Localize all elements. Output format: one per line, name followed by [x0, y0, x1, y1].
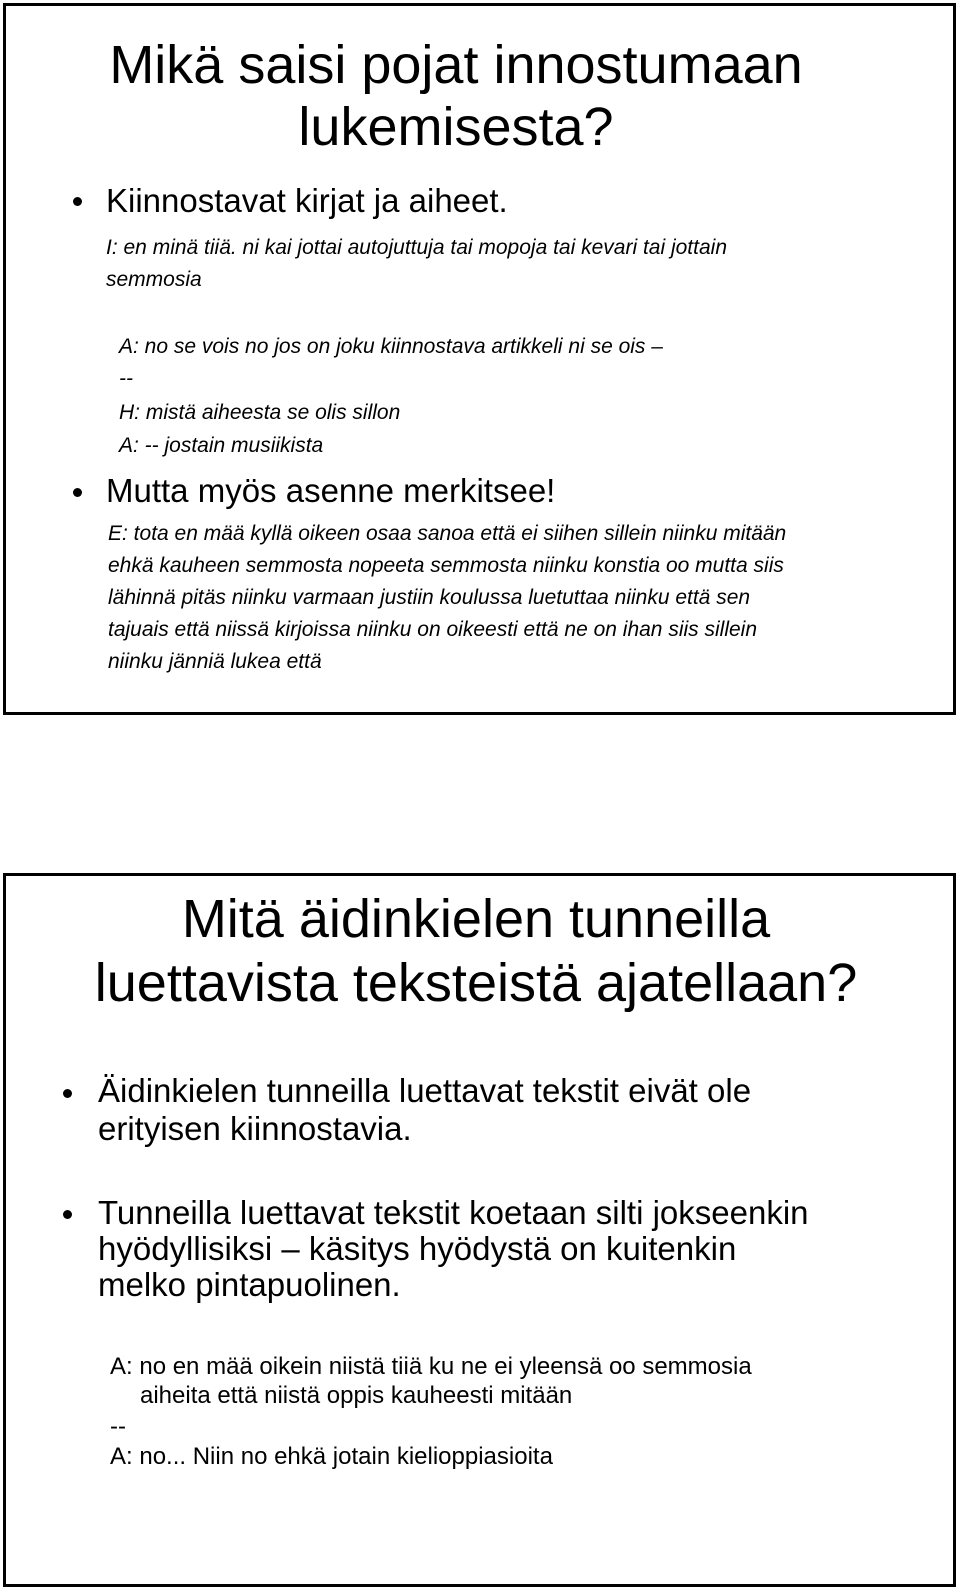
quote-i-line-2: semmosia — [106, 268, 202, 291]
slide-1-title-line-2: lukemisesta? — [298, 97, 614, 157]
slide-2-title-line-2: luettavista teksteistä ajatellaan? — [94, 953, 858, 1013]
quote-a2-line-4: A: no... Niin no ehkä jotain kielioppiasioita — [110, 1443, 553, 1470]
slide-2-bullet-2-line-3: melko pintapuolinen. — [98, 1266, 401, 1303]
quote-e-line-3: lähinnä pitäs niinku varmaan justiin koulussa luetuttaa niinku että sen — [108, 586, 751, 609]
slide-2-bullet-2-line-2: hyödyllisiksi – käsitys hyödystä on kuitenkin — [98, 1230, 737, 1267]
quote-a2-line-2: aiheita että niistä oppis kauheesti mitään — [140, 1382, 573, 1409]
slide-2 — [3, 873, 956, 1587]
slide-1 — [3, 3, 956, 715]
quote-a2-line-3: -- — [110, 1413, 126, 1440]
quote-i-line-1: I: en minä tiiä. ni kai jottai autojuttuja tai mopoja tai kevari tai jottain — [106, 236, 727, 259]
bullet-dot — [73, 197, 82, 206]
quote-e-line-1: E: tota en mää kyllä oikeen osaa sanoa että ei siihen sillein niinku mitään — [108, 522, 787, 545]
quote-e-line-2: ehkä kauheen semmosta nopeeta semmosta niinku konstia oo mutta siis — [108, 554, 784, 577]
slide-1-bullet-interesting-books: Kiinnostavat kirjat ja aiheet. — [106, 182, 508, 219]
bullet-dot — [63, 1210, 72, 1219]
quote-e-line-4: tajuais että niissä kirjoissa niinku on oikeesti että ne on ihan siis sillein — [108, 618, 758, 641]
slide-1-title-line-1: Mikä saisi pojat innostumaan — [109, 35, 803, 95]
quote-h-line: H: mistä aiheesta se olis sillon — [119, 401, 401, 424]
quote-a-music-line: A: -- jostain musiikista — [119, 434, 324, 457]
slide-2-bullet-1-line-1: Äidinkielen tunneilla luettavat tekstit eivät ole — [98, 1072, 752, 1109]
slide-1-bullet-attitude: Mutta myös asenne merkitsee! — [106, 472, 556, 509]
slide-2-bullet-1-line-2: erityisen kiinnostavia. — [98, 1110, 412, 1147]
quote-a-line-1: A: no se vois no jos on joku kiinnostava artikkeli ni se ois – — [119, 335, 663, 358]
quote-a2-line-1: A: no en mää oikein niistä tiiä ku ne ei yleensä oo semmosia — [110, 1353, 752, 1380]
slide-2-title-line-1: Mitä äidinkielen tunneilla — [181, 889, 771, 949]
quote-a-line-2: -- — [119, 367, 133, 390]
bullet-dot — [73, 488, 82, 497]
quote-e-line-5: niinku jänniä lukea että — [108, 650, 322, 673]
slide-2-bullet-2-line-1: Tunneilla luettavat tekstit koetaan silti jokseenkin — [98, 1194, 809, 1231]
bullet-dot — [63, 1089, 72, 1098]
